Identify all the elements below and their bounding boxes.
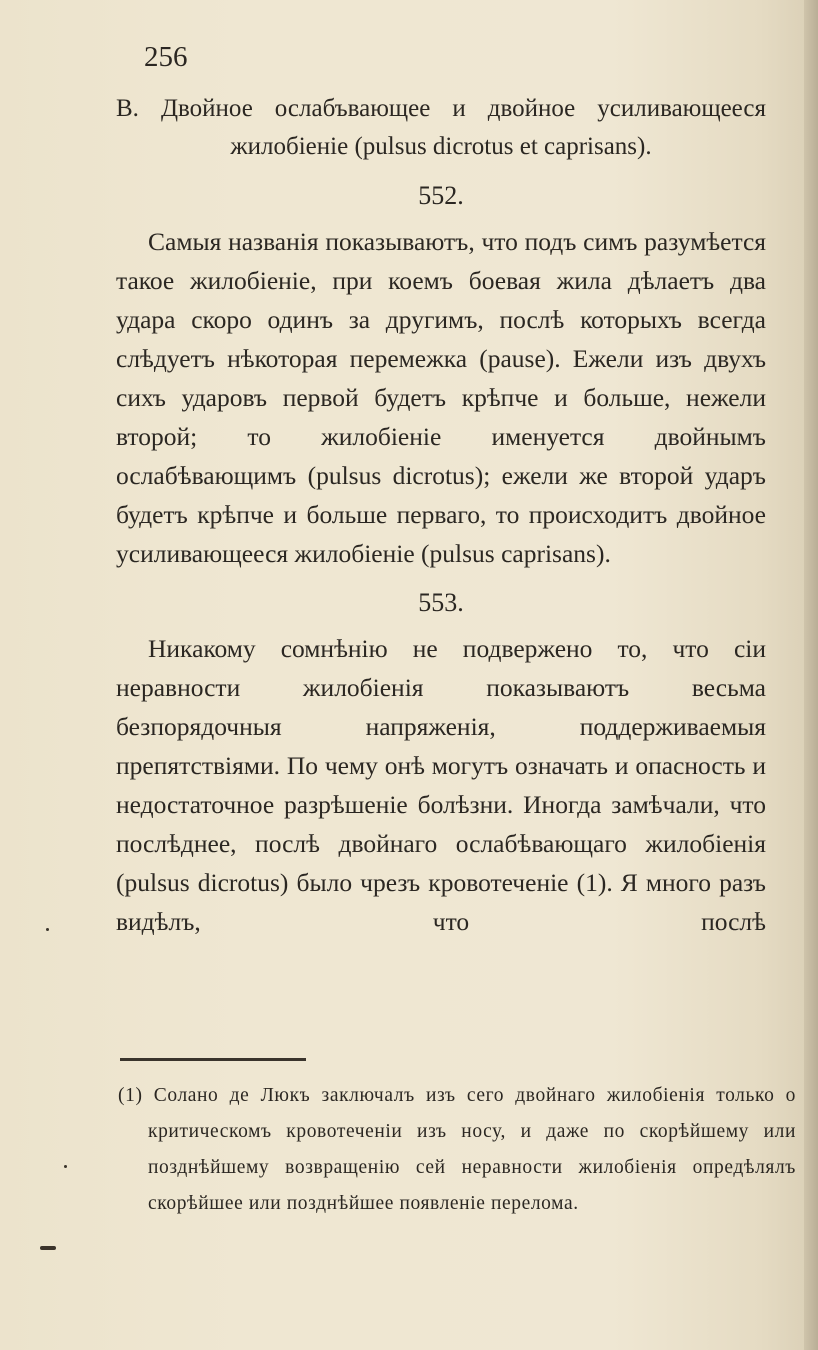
- section-number-553: 553.: [418, 588, 464, 617]
- page-edge-shadow: [804, 0, 818, 1350]
- section-number-552: 552.: [418, 181, 464, 210]
- page-number: 256: [144, 41, 188, 73]
- main-text-block: [116, 40, 766, 941]
- section-heading: B. Двойное ослабъвающее и двойное усиливающееся жилобіеніе (pulsus dicrotus et caprisans).: [116, 95, 766, 160]
- ink-speck: [64, 1165, 67, 1168]
- ink-speck: [40, 1246, 56, 1250]
- paragraph-552: Самыя названія показываютъ, что подъ симъ разумѣется такое жилобіеніе, при коемъ боевая жила дѣлаетъ два удара скоро одинъ за другимъ, послѣ которыхъ всегда слѣдуетъ нѣкоторая перемежка (pause). Ежели изъ двухъ сихъ ударовъ первой будетъ крѣпче и больше, нежели второй; то жилобіеніе именуется двойнымъ ослабѣвающимъ (pulsus dicrotus); ежели же второй ударъ будетъ крѣпче и больше перваго, то происходитъ двойное усиливающееся жилобіеніе (pulsus caprisans).: [116, 227, 766, 568]
- ink-speck: [46, 928, 49, 931]
- footnote: (1) Солано де Люкъ заключалъ изъ сего двойнаго жилобіенія только о критическомъ кровотеченіи изъ носу, и даже по скорѣйшему или позднѣйшему возвращенію сей неравности жилобіенія опредѣлялъ скорѣйшее или позднѣйшее появленіе перелома.: [118, 1085, 796, 1214]
- paragraph-553: Никакому сомнѣнію не подвержено то, что сіи неравности жилобіенія показываютъ весьма безпорядочныя напряженія, поддерживаемыя препятствіями. По чему онѣ могутъ означать и опасность и недостаточное разрѣшеніе болѣзни. Иногда замѣчали, что послѣднее, послѣ двойнаго ослабѣвающаго жилобіенія (pulsus dicrotus) было чрезъ кровотеченіе (1). Я много разъ видѣлъ, что послѣ: [116, 634, 766, 936]
- footnote-divider: [120, 1058, 306, 1061]
